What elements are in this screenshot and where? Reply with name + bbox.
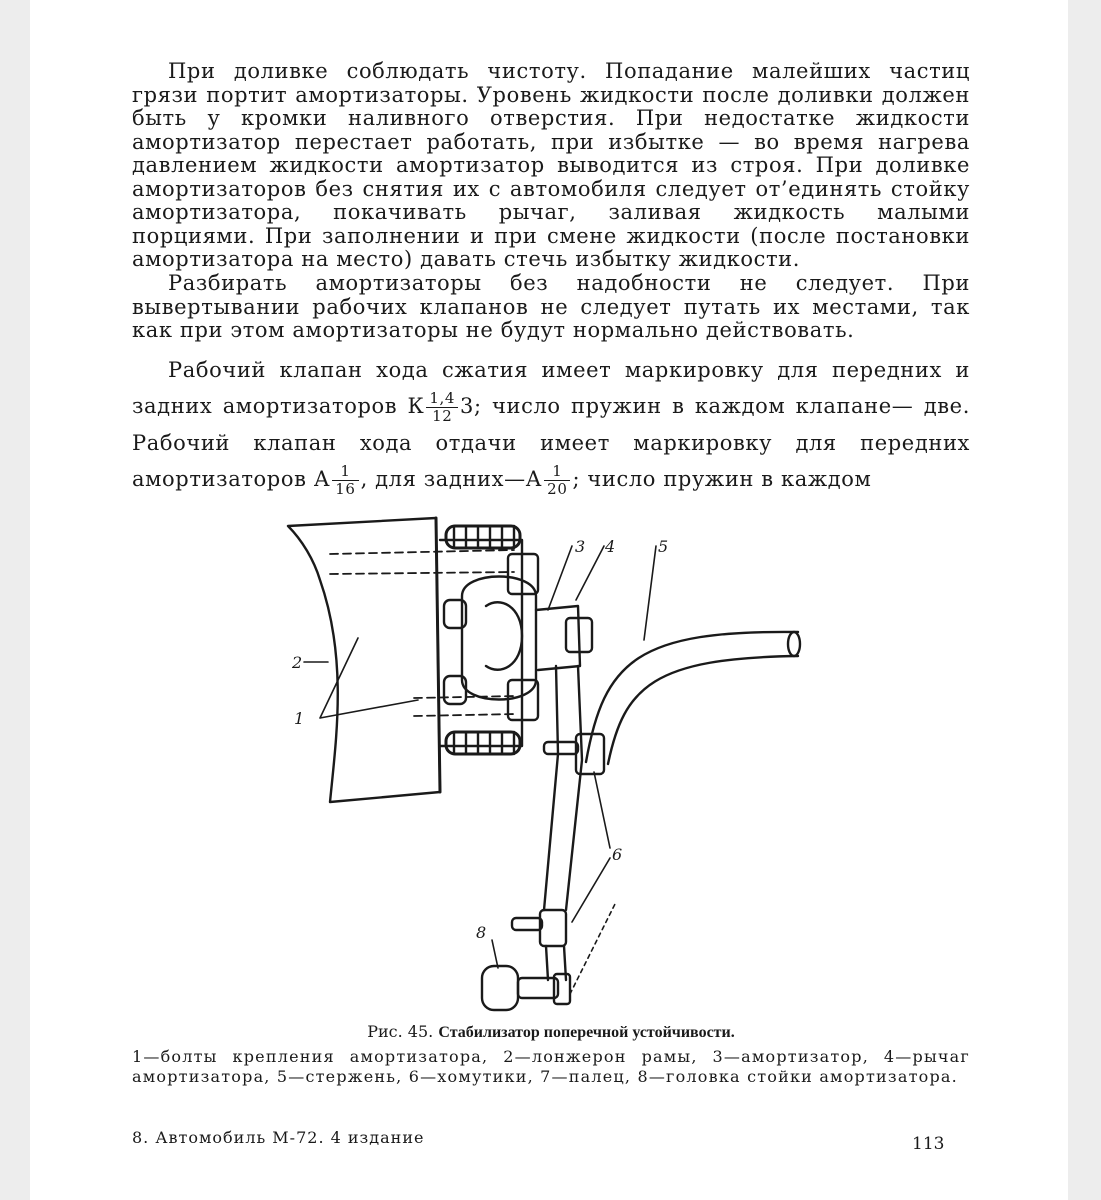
paragraph-valve-marking [132,352,970,498]
figure-stabilizer [286,510,802,1022]
stabilizer-drawing [286,510,802,1022]
paragraph-text: , для задних—А [360,467,543,491]
callout-6: 6 [612,845,623,864]
page-footer-source: 8. Автомобиль М-72. 4 издание [132,1128,425,1147]
fraction-numerator: 1 [544,463,570,481]
figure-caption [132,1022,970,1043]
figure-legend: 1—болты крепления амортизатора, 2—лонжерон рамы, 3—амортизатор, 4—рычаг амортизатора, 5—стержень, 6—хомутики, 7—палец, 8—головка стойки амортизатора. [132,1047,970,1086]
paragraph-text: 3; число пружин в каждом клапане— две. Рабочий клапан хода отдачи имеет маркировку для передних амортизаторов А [132,394,970,491]
fraction-numerator: 1,4 [426,390,458,408]
fraction-denominator: 12 [432,407,453,425]
paragraph-text: Разбирать амортизаторы без надобности не следует. При вывертывании рабочих клапанов не следует путать их местами, так как при этом амортизаторы не будут нормально действовать. [132,271,970,342]
callout-3: 3 [575,537,586,556]
paragraph-text: Рабочий клапан хода сжатия имеет маркировку для передних и задних амортизаторов К [132,358,970,418]
paragraph-disassembly [132,272,970,343]
fraction-denominator: 16 [335,480,356,498]
caption-title: Стабилизатор поперечной устойчивости. [438,1024,735,1041]
caption-prefix: Рис. 45. [367,1022,434,1041]
fraction-rebound-front [332,463,358,498]
callout-1: 1 [294,709,305,728]
callout-8: 8 [476,923,487,942]
page-number: 113 [912,1134,945,1154]
fraction-rebound-rear [544,463,570,498]
fraction-compression [426,390,458,425]
paragraph-text: ; число пружин в каждом [572,467,872,491]
callout-5: 5 [658,537,669,556]
fraction-numerator: 1 [332,463,358,481]
callout-2: 2 [292,653,303,672]
paragraph-text: При доливке соблюдать чистоту. Попадание малейших частиц грязи портит амортизаторы. Уровень жидкости после доливки должен быть у кромки наливного отверстия. При недостатке жидкости амортизатор перестает работать, при избытке — во время нагрева давлением жидкости амортизатор выводится из строя. При доливке амортизаторов без снятия их с автомобиля следует от’единять стойку амортизатора, покачивать рычаг, заливая жидкость малыми порциями. При заполнении и при смене жидкости (после постановки амортизатора на место) давать стечь избытку жидкости. [132,59,970,271]
fraction-denominator: 20 [547,480,568,498]
paragraph-refilling [132,60,970,272]
callout-4: 4 [605,537,616,556]
